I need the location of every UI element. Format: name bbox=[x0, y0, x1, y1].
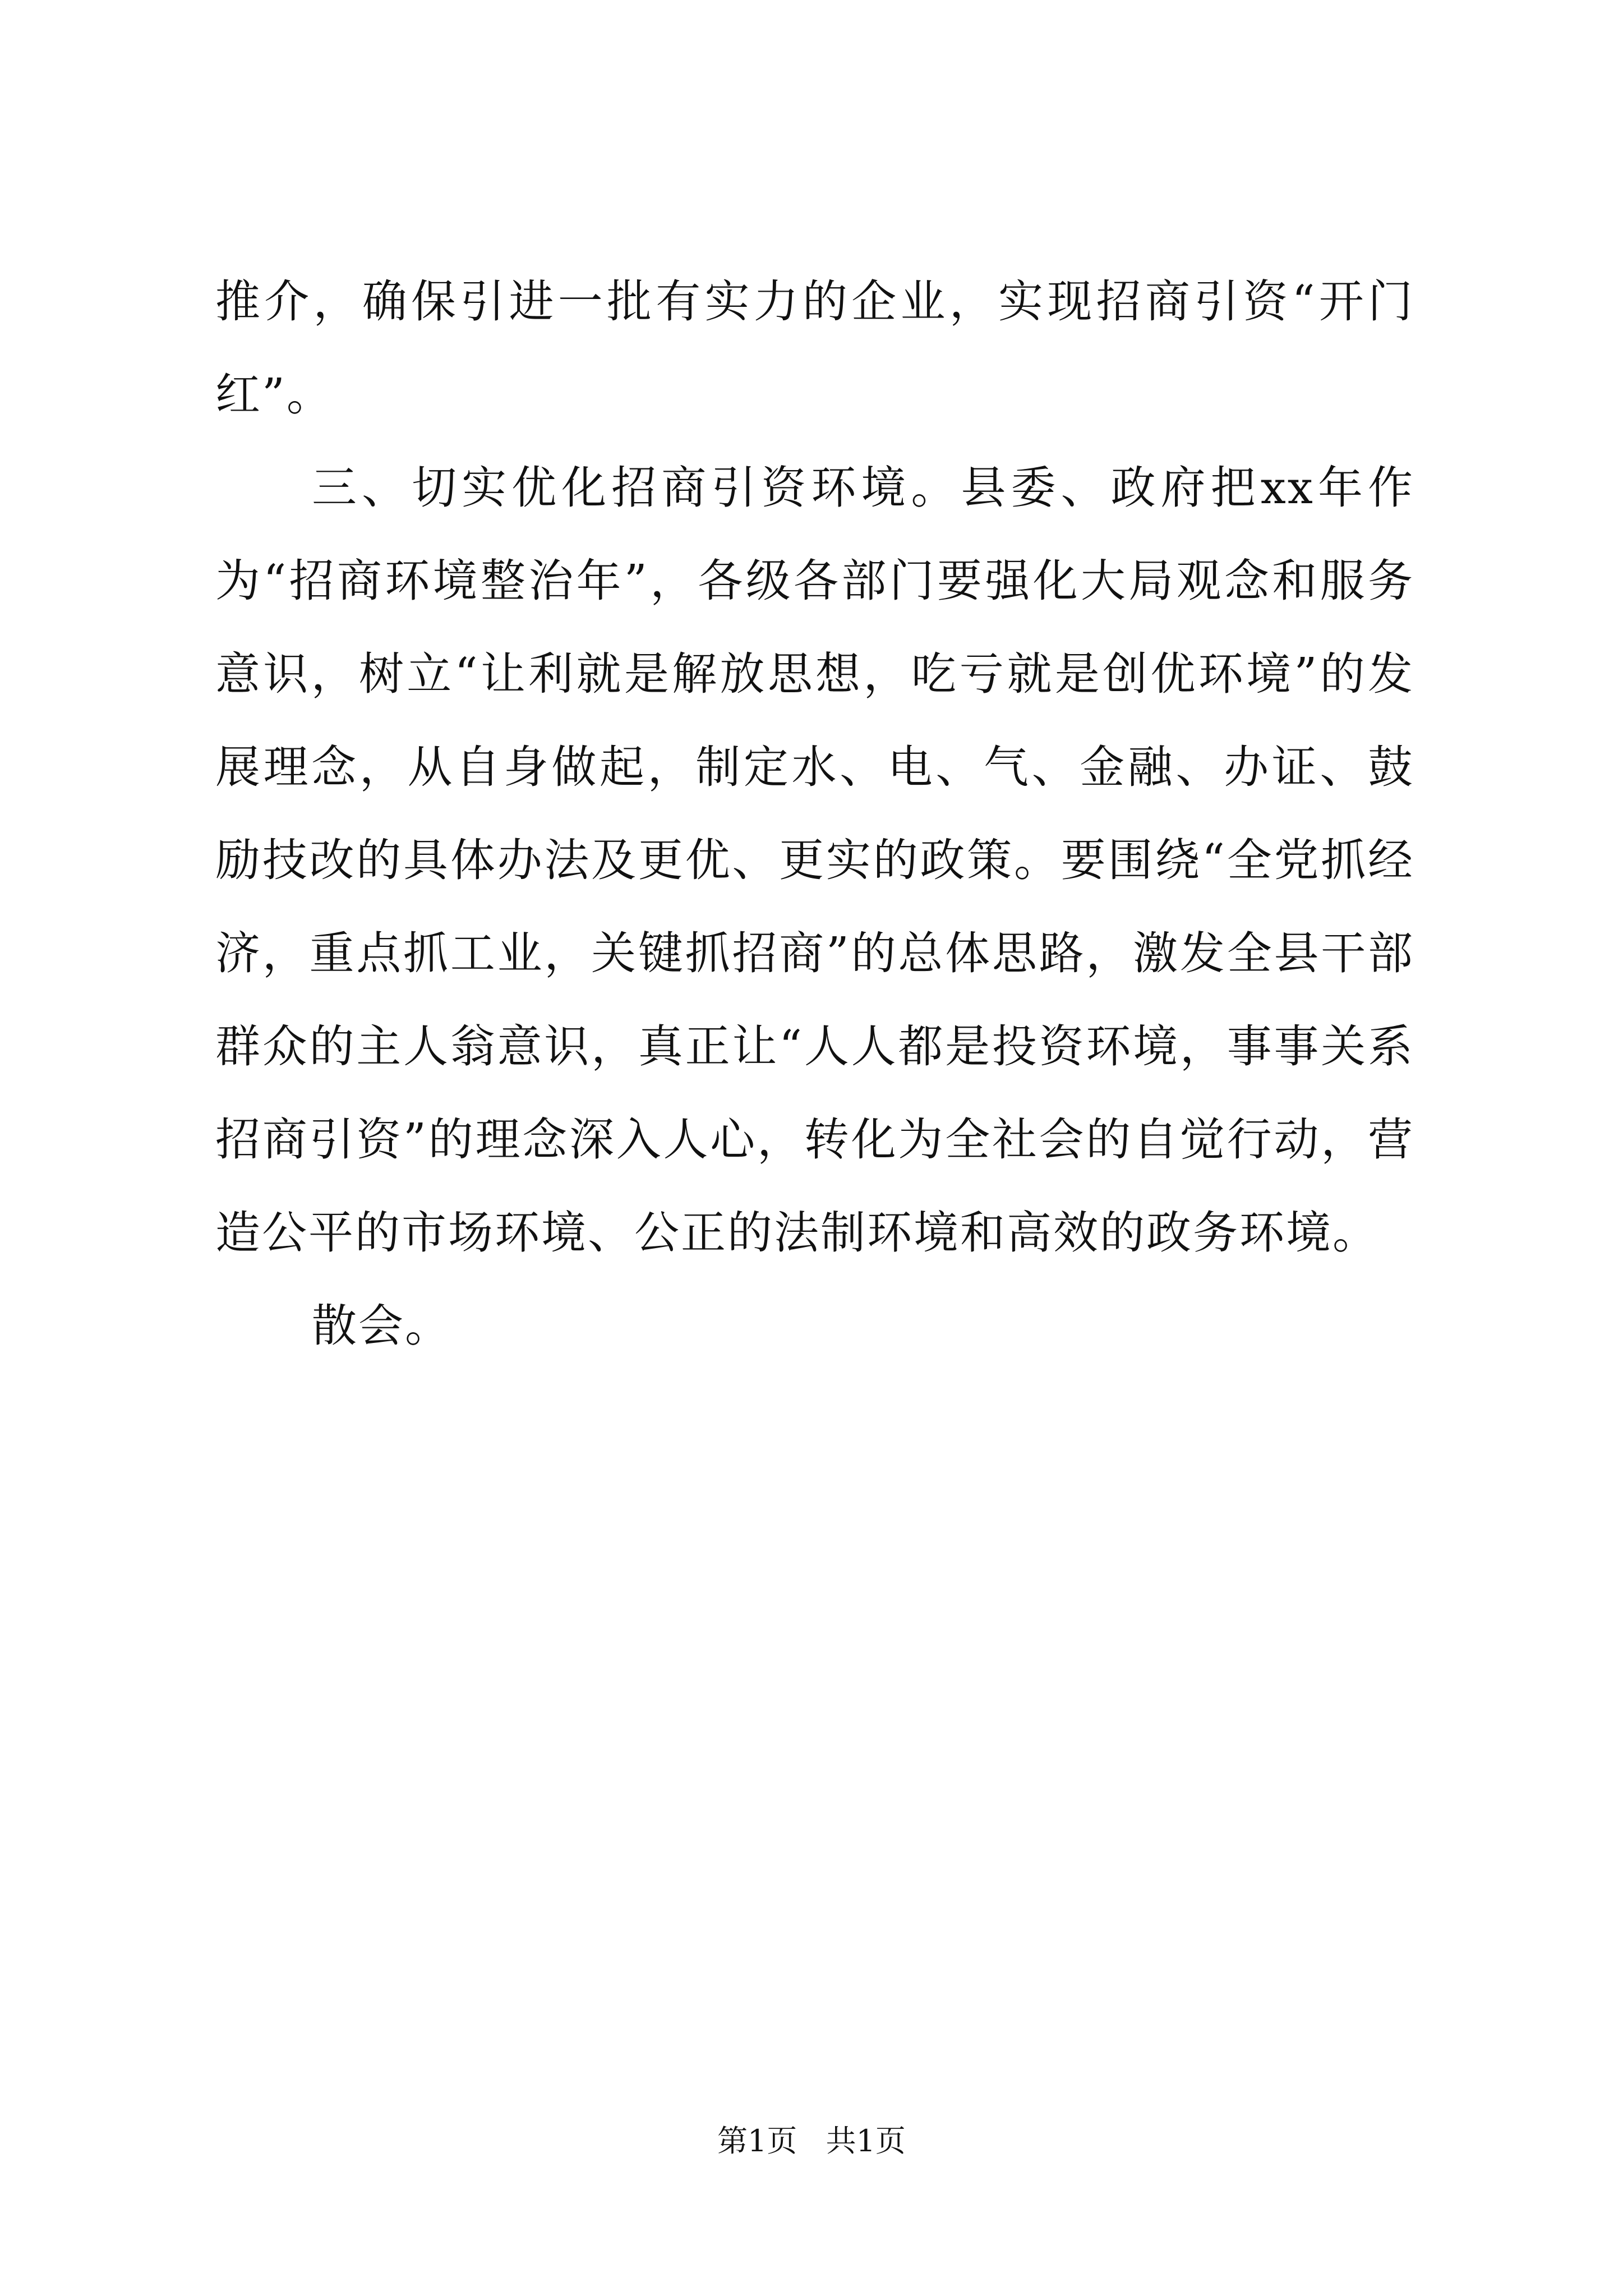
page-number-total: 共1页 bbox=[826, 2123, 906, 2159]
paragraph-closing: 散会。 bbox=[312, 1300, 451, 1352]
page-number-current: 第1页 bbox=[717, 2123, 797, 2159]
page-footer bbox=[0, 2122, 1623, 2161]
paragraph-section-three: 三、切实优化招商引资环境。县委、政府把xx年作为“招商环境整治年”，各级各部门要强化大局观念和服务意识，树立“让利就是解放思想，吃亏就是创优环境”的发展理念，从自身做起，制定水、电、气、金融、办证、鼓励技改的具体办法及更优、更实的政策。要围绕“全党抓经济，重点抓工业，关键抓招商”的总体思路，激发全县干部群众的主人翁意识，真正让“人人都是投资环境，事事关系招商引资”的理念深入人心，转化为全社会的自觉行动，营造公平的市场环境、公正的法制环境和高效的政务环境。 bbox=[215, 462, 1414, 1259]
paragraph-continuation: 推介，确保引进一批有实力的企业，实现招商引资“开门红”。 bbox=[215, 275, 1414, 421]
document-body bbox=[215, 255, 1414, 1373]
